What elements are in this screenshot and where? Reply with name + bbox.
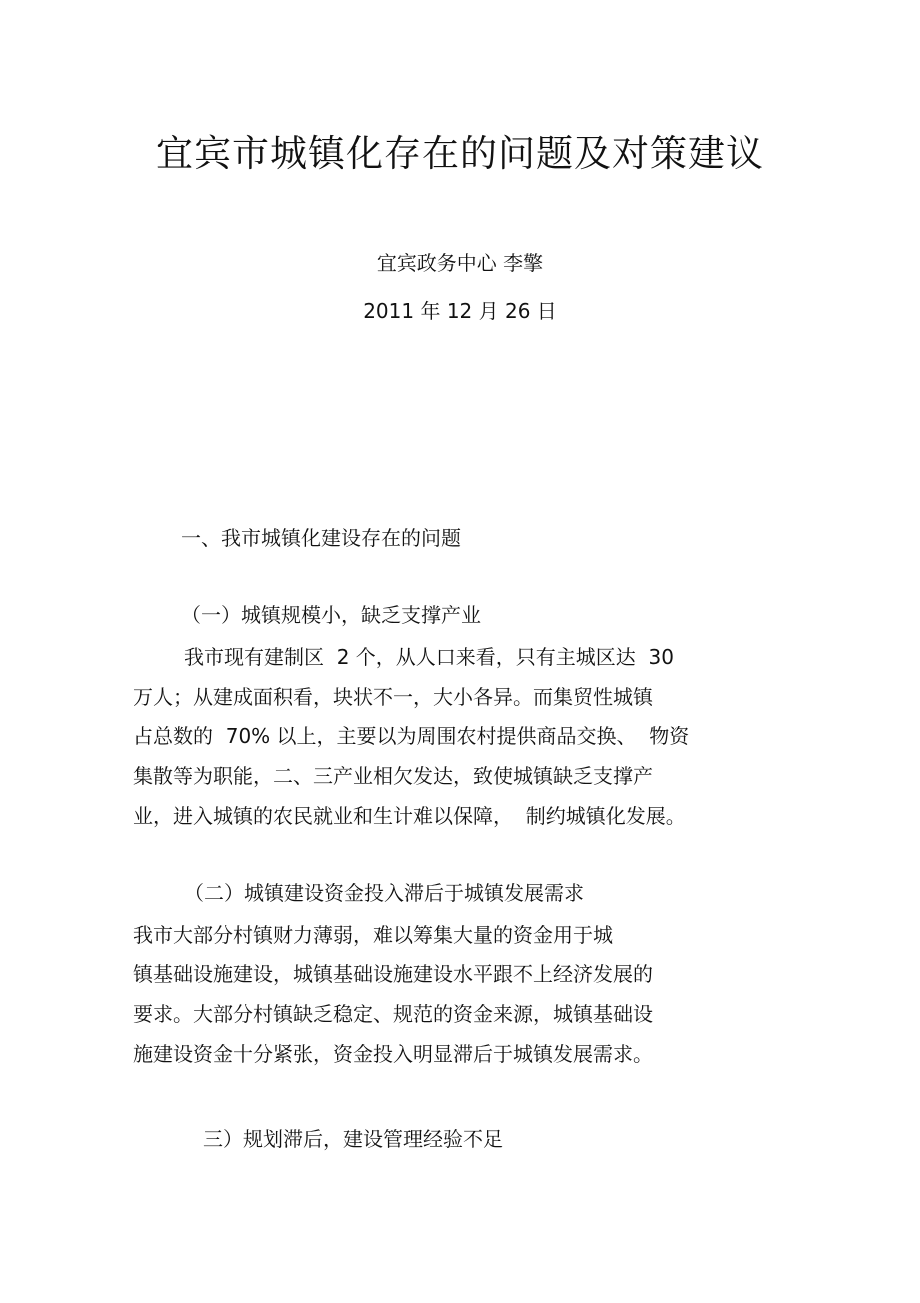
paragraph-line: 占总数的 70% 以上，主要以为周围农村提供商品交换、 物资	[133, 724, 690, 748]
paragraph-line: 集散等为职能，二、三产业相欠发达，致使城镇缺乏支撑产	[133, 764, 653, 788]
author-line: 宜宾政务中心 李擎	[376, 251, 544, 275]
paragraph-line: 我市大部分村镇财力薄弱，难以筹集大量的资金用于城	[133, 923, 613, 947]
paragraph-line: 我市现有建制区 2 个，从人口来看，只有主城区达 30	[184, 645, 674, 669]
paragraph-line: 万人；从建成面积看，块状不一，大小各异。而集贸性城镇	[133, 685, 653, 709]
paragraph-line: 施建设资金十分紧张，资金投入明显滞后于城镇发展需求。	[133, 1042, 653, 1066]
date-line: 2011 年 12 月 26 日	[363, 299, 557, 323]
section-heading-1: 一、我市城镇化建设存在的问题	[181, 526, 461, 550]
paragraph-line: 要求。大部分村镇缺乏稳定、规范的资金来源，城镇基础设	[133, 1002, 653, 1026]
paragraph-line: 镇基础设施建设，城镇基础设施建设水平跟不上经济发展的	[133, 962, 653, 986]
subsection-heading-1: （一）城镇规模小，缺乏支撑产业	[181, 603, 481, 627]
subsection-heading-3: 三）规划滞后，建设管理经验不足	[203, 1127, 503, 1151]
paragraph-line: 业，进入城镇的农民就业和生计难以保障， 制约城镇化发展。	[133, 804, 686, 828]
document-title: 宜宾市城镇化存在的问题及对策建议	[156, 132, 764, 175]
subsection-heading-2: （二）城镇建设资金投入滞后于城镇发展需求	[184, 881, 584, 905]
